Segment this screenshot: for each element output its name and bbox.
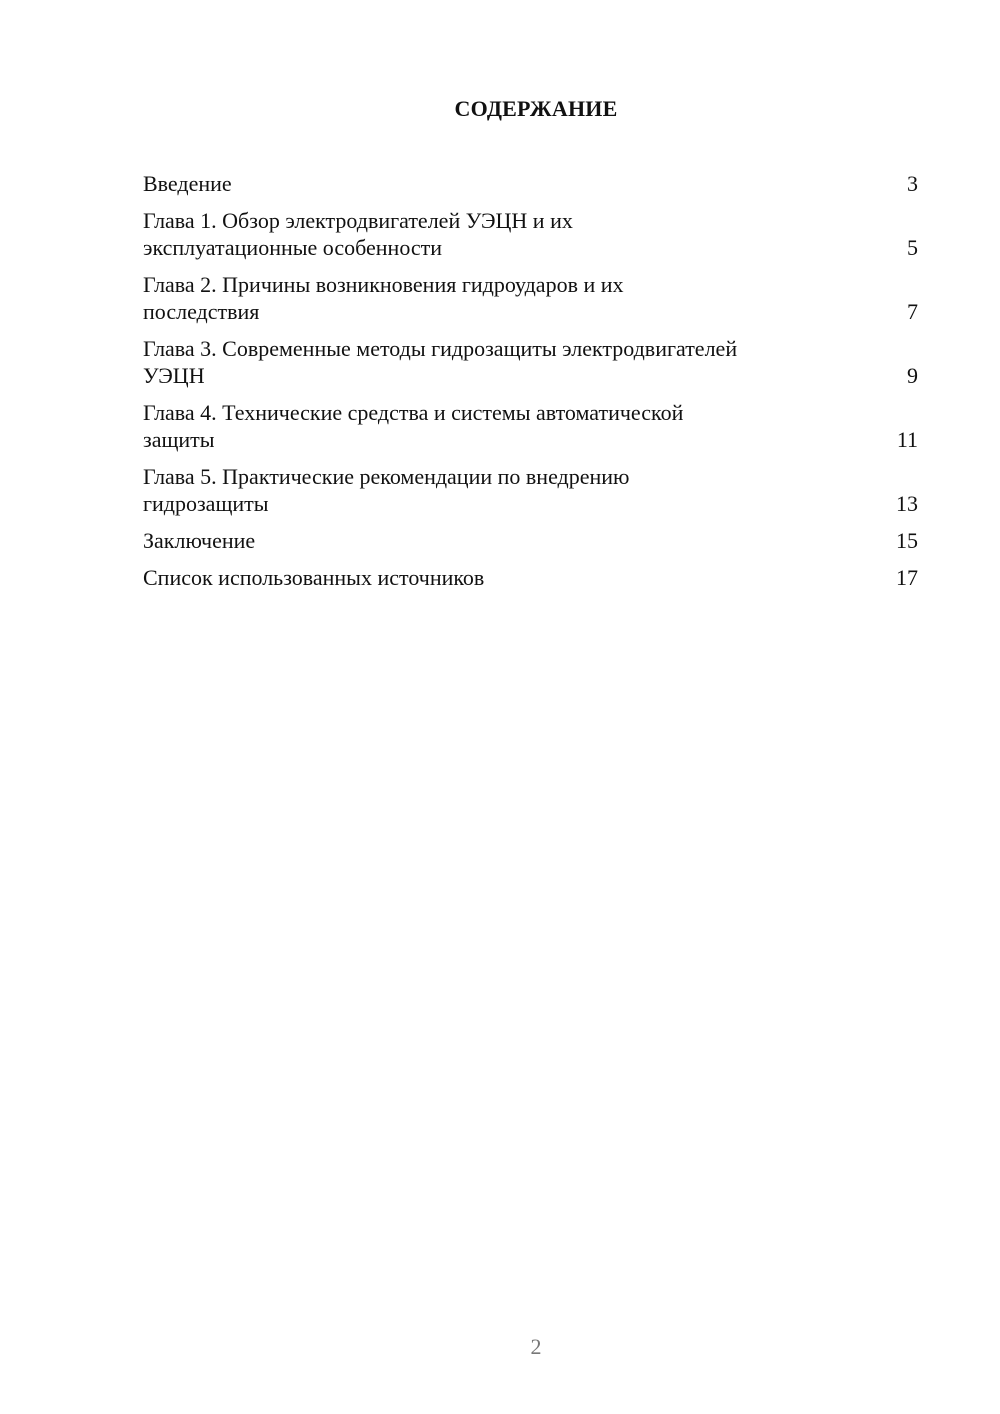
toc-entry-chapter-2[interactable] bbox=[143, 271, 918, 325]
toc-entry-introduction[interactable] bbox=[143, 170, 918, 197]
toc-entry-line: гидрозащиты bbox=[143, 491, 269, 516]
toc-entry-line: Введение bbox=[143, 171, 232, 196]
toc-entry-page-number: 9 bbox=[907, 363, 918, 388]
toc-entry-line: УЭЦН bbox=[143, 363, 205, 388]
toc-entry-line: Глава 4. Технические средства и системы автоматической bbox=[143, 400, 684, 425]
toc-entry-conclusion[interactable] bbox=[143, 527, 918, 554]
toc-entry-line: защиты bbox=[143, 427, 215, 452]
toc-entry-line: Глава 2. Причины возникновения гидроударов и их bbox=[143, 272, 624, 297]
toc-entry-page-number: 3 bbox=[907, 171, 918, 196]
toc-entry-page-number: 5 bbox=[907, 235, 918, 260]
toc-entry-page-number: 15 bbox=[896, 528, 918, 553]
toc-entry-line: последствия bbox=[143, 299, 260, 324]
toc-entry-page-number: 11 bbox=[896, 427, 918, 452]
toc-entry-line: Заключение bbox=[143, 528, 256, 553]
toc-entry-chapter-5[interactable] bbox=[143, 463, 918, 517]
toc-entry-line: Глава 3. Современные методы гидрозащиты электродвигателей bbox=[143, 336, 738, 361]
toc-entry-label bbox=[143, 564, 888, 591]
toc-entry-label bbox=[143, 463, 888, 517]
toc-entry-line: Список использованных источников bbox=[143, 565, 485, 590]
toc-entry-page-number: 7 bbox=[907, 299, 918, 324]
toc-entry-label bbox=[143, 207, 888, 261]
toc-entry-line: эксплуатационные особенности bbox=[143, 235, 443, 260]
toc-entry-chapter-3[interactable] bbox=[143, 335, 918, 389]
table-of-contents bbox=[143, 170, 918, 601]
toc-entry-line: Глава 5. Практические рекомендации по внедрению bbox=[143, 464, 630, 489]
toc-entry-page-number: 13 bbox=[896, 491, 918, 516]
page-title: СОДЕРЖАНИЕ bbox=[454, 96, 618, 121]
toc-entry-label bbox=[143, 399, 888, 453]
toc-entry-chapter-4[interactable] bbox=[143, 399, 918, 453]
page-number: 2 bbox=[530, 1334, 542, 1359]
toc-entry-page-number: 17 bbox=[896, 565, 918, 590]
toc-entry-line: Глава 1. Обзор электродвигателей УЭЦН и их bbox=[143, 208, 573, 233]
toc-entry-label bbox=[143, 170, 888, 197]
toc-entry-chapter-1[interactable] bbox=[143, 207, 918, 261]
toc-entry-references[interactable] bbox=[143, 564, 918, 591]
toc-entry-label bbox=[143, 527, 888, 554]
toc-entry-label bbox=[143, 335, 888, 389]
toc-entry-label bbox=[143, 271, 888, 325]
